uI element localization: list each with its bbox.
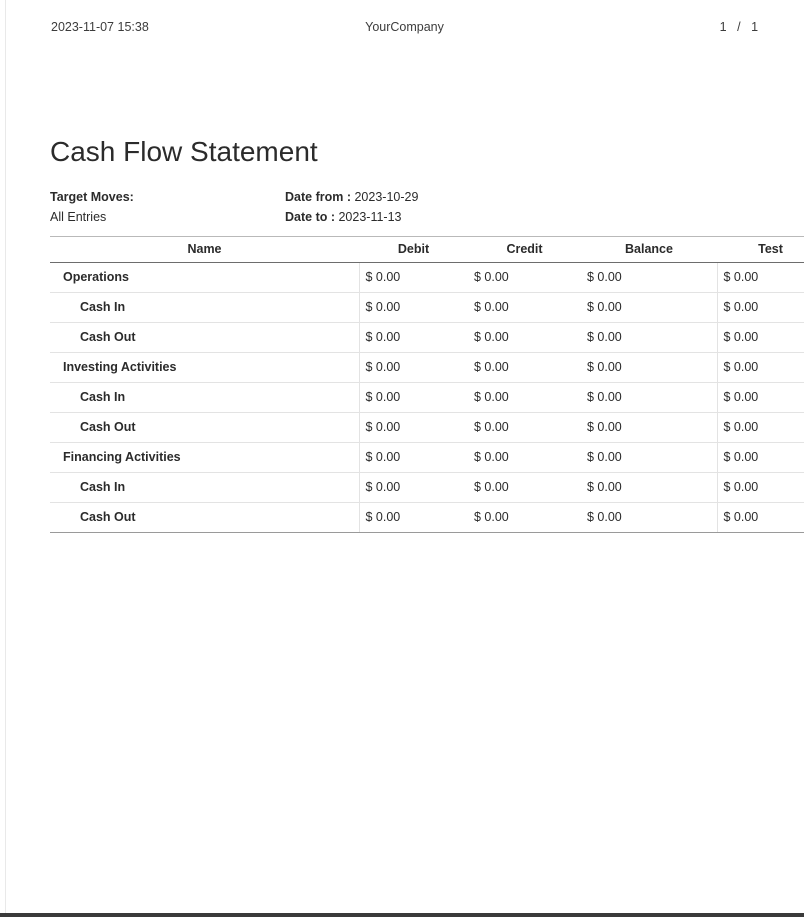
meta-row-1 xyxy=(50,187,764,207)
row-debit: $ 0.00 xyxy=(359,263,468,293)
row-label: Cash In xyxy=(50,293,359,323)
row-credit: $ 0.00 xyxy=(468,353,581,383)
row-balance: $ 0.00 xyxy=(581,383,717,413)
row-test: $ 0.00 xyxy=(717,383,804,413)
date-to-cell xyxy=(285,207,764,227)
row-balance: $ 0.00 xyxy=(581,293,717,323)
row-test: $ 0.00 xyxy=(717,323,804,353)
target-moves-label: Target Moves: xyxy=(50,189,134,204)
date-to-label: Date to : xyxy=(285,209,335,224)
cash-flow-table xyxy=(50,236,804,533)
table-row xyxy=(50,503,804,533)
row-test: $ 0.00 xyxy=(717,473,804,503)
table-header xyxy=(50,237,804,263)
row-debit: $ 0.00 xyxy=(359,503,468,533)
row-debit: $ 0.00 xyxy=(359,413,468,443)
header-company-name: YourCompany xyxy=(365,20,444,34)
table-row xyxy=(50,293,804,323)
column-header-test: Test xyxy=(717,237,804,263)
row-debit: $ 0.00 xyxy=(359,383,468,413)
page-separator: / xyxy=(737,20,741,34)
column-header-name: Name xyxy=(50,237,359,263)
row-label: Cash In xyxy=(50,383,359,413)
header-pagination xyxy=(525,20,764,34)
row-balance: $ 0.00 xyxy=(581,413,717,443)
row-test: $ 0.00 xyxy=(717,353,804,383)
document-header xyxy=(40,0,764,34)
row-balance: $ 0.00 xyxy=(581,323,717,353)
table-row xyxy=(50,383,804,413)
table-row xyxy=(50,413,804,443)
row-credit: $ 0.00 xyxy=(468,473,581,503)
table-row xyxy=(50,323,804,353)
row-credit: $ 0.00 xyxy=(468,443,581,473)
row-credit: $ 0.00 xyxy=(468,383,581,413)
target-moves-value-cell xyxy=(50,207,285,227)
target-moves-label-cell xyxy=(50,187,285,207)
row-test: $ 0.00 xyxy=(717,413,804,443)
row-test: $ 0.00 xyxy=(717,263,804,293)
row-debit: $ 0.00 xyxy=(359,473,468,503)
target-moves-value: All Entries xyxy=(50,209,107,224)
row-credit: $ 0.00 xyxy=(468,323,581,353)
row-balance: $ 0.00 xyxy=(581,503,717,533)
row-credit: $ 0.00 xyxy=(468,413,581,443)
row-balance: $ 0.00 xyxy=(581,353,717,383)
row-balance: $ 0.00 xyxy=(581,473,717,503)
row-label: Cash Out xyxy=(50,413,359,443)
report-meta xyxy=(40,187,764,228)
page-total: 1 xyxy=(751,20,759,34)
column-header-debit: Debit xyxy=(359,237,468,263)
row-debit: $ 0.00 xyxy=(359,353,468,383)
date-to-value: 2023-11-13 xyxy=(338,209,402,224)
table-header-row xyxy=(50,237,804,263)
row-credit: $ 0.00 xyxy=(468,503,581,533)
row-label: Cash In xyxy=(50,473,359,503)
row-credit: $ 0.00 xyxy=(468,293,581,323)
row-debit: $ 0.00 xyxy=(359,443,468,473)
row-debit: $ 0.00 xyxy=(359,323,468,353)
table-body xyxy=(50,263,804,533)
row-credit: $ 0.00 xyxy=(468,263,581,293)
row-label: Operations xyxy=(50,263,359,293)
column-header-balance: Balance xyxy=(581,237,717,263)
row-label: Cash Out xyxy=(50,323,359,353)
table-row xyxy=(50,443,804,473)
column-header-credit: Credit xyxy=(468,237,581,263)
row-balance: $ 0.00 xyxy=(581,263,717,293)
row-label: Financing Activities xyxy=(50,443,359,473)
row-label: Cash Out xyxy=(50,503,359,533)
page-bottom-edge xyxy=(0,913,804,917)
table-row xyxy=(50,353,804,383)
header-datetime: 2023-11-07 15:38 xyxy=(51,20,149,34)
table-row xyxy=(50,263,804,293)
row-test: $ 0.00 xyxy=(717,443,804,473)
row-balance: $ 0.00 xyxy=(581,443,717,473)
page-current: 1 xyxy=(719,20,727,34)
page-title: Cash Flow Statement xyxy=(50,136,318,167)
table-row xyxy=(50,473,804,503)
date-from-cell xyxy=(285,187,764,207)
row-debit: $ 0.00 xyxy=(359,293,468,323)
row-label: Investing Activities xyxy=(50,353,359,383)
row-test: $ 0.00 xyxy=(717,503,804,533)
meta-row-2 xyxy=(50,207,764,227)
date-from-label: Date from : xyxy=(285,189,351,204)
date-from-value: 2023-10-29 xyxy=(354,189,419,204)
row-test: $ 0.00 xyxy=(717,293,804,323)
